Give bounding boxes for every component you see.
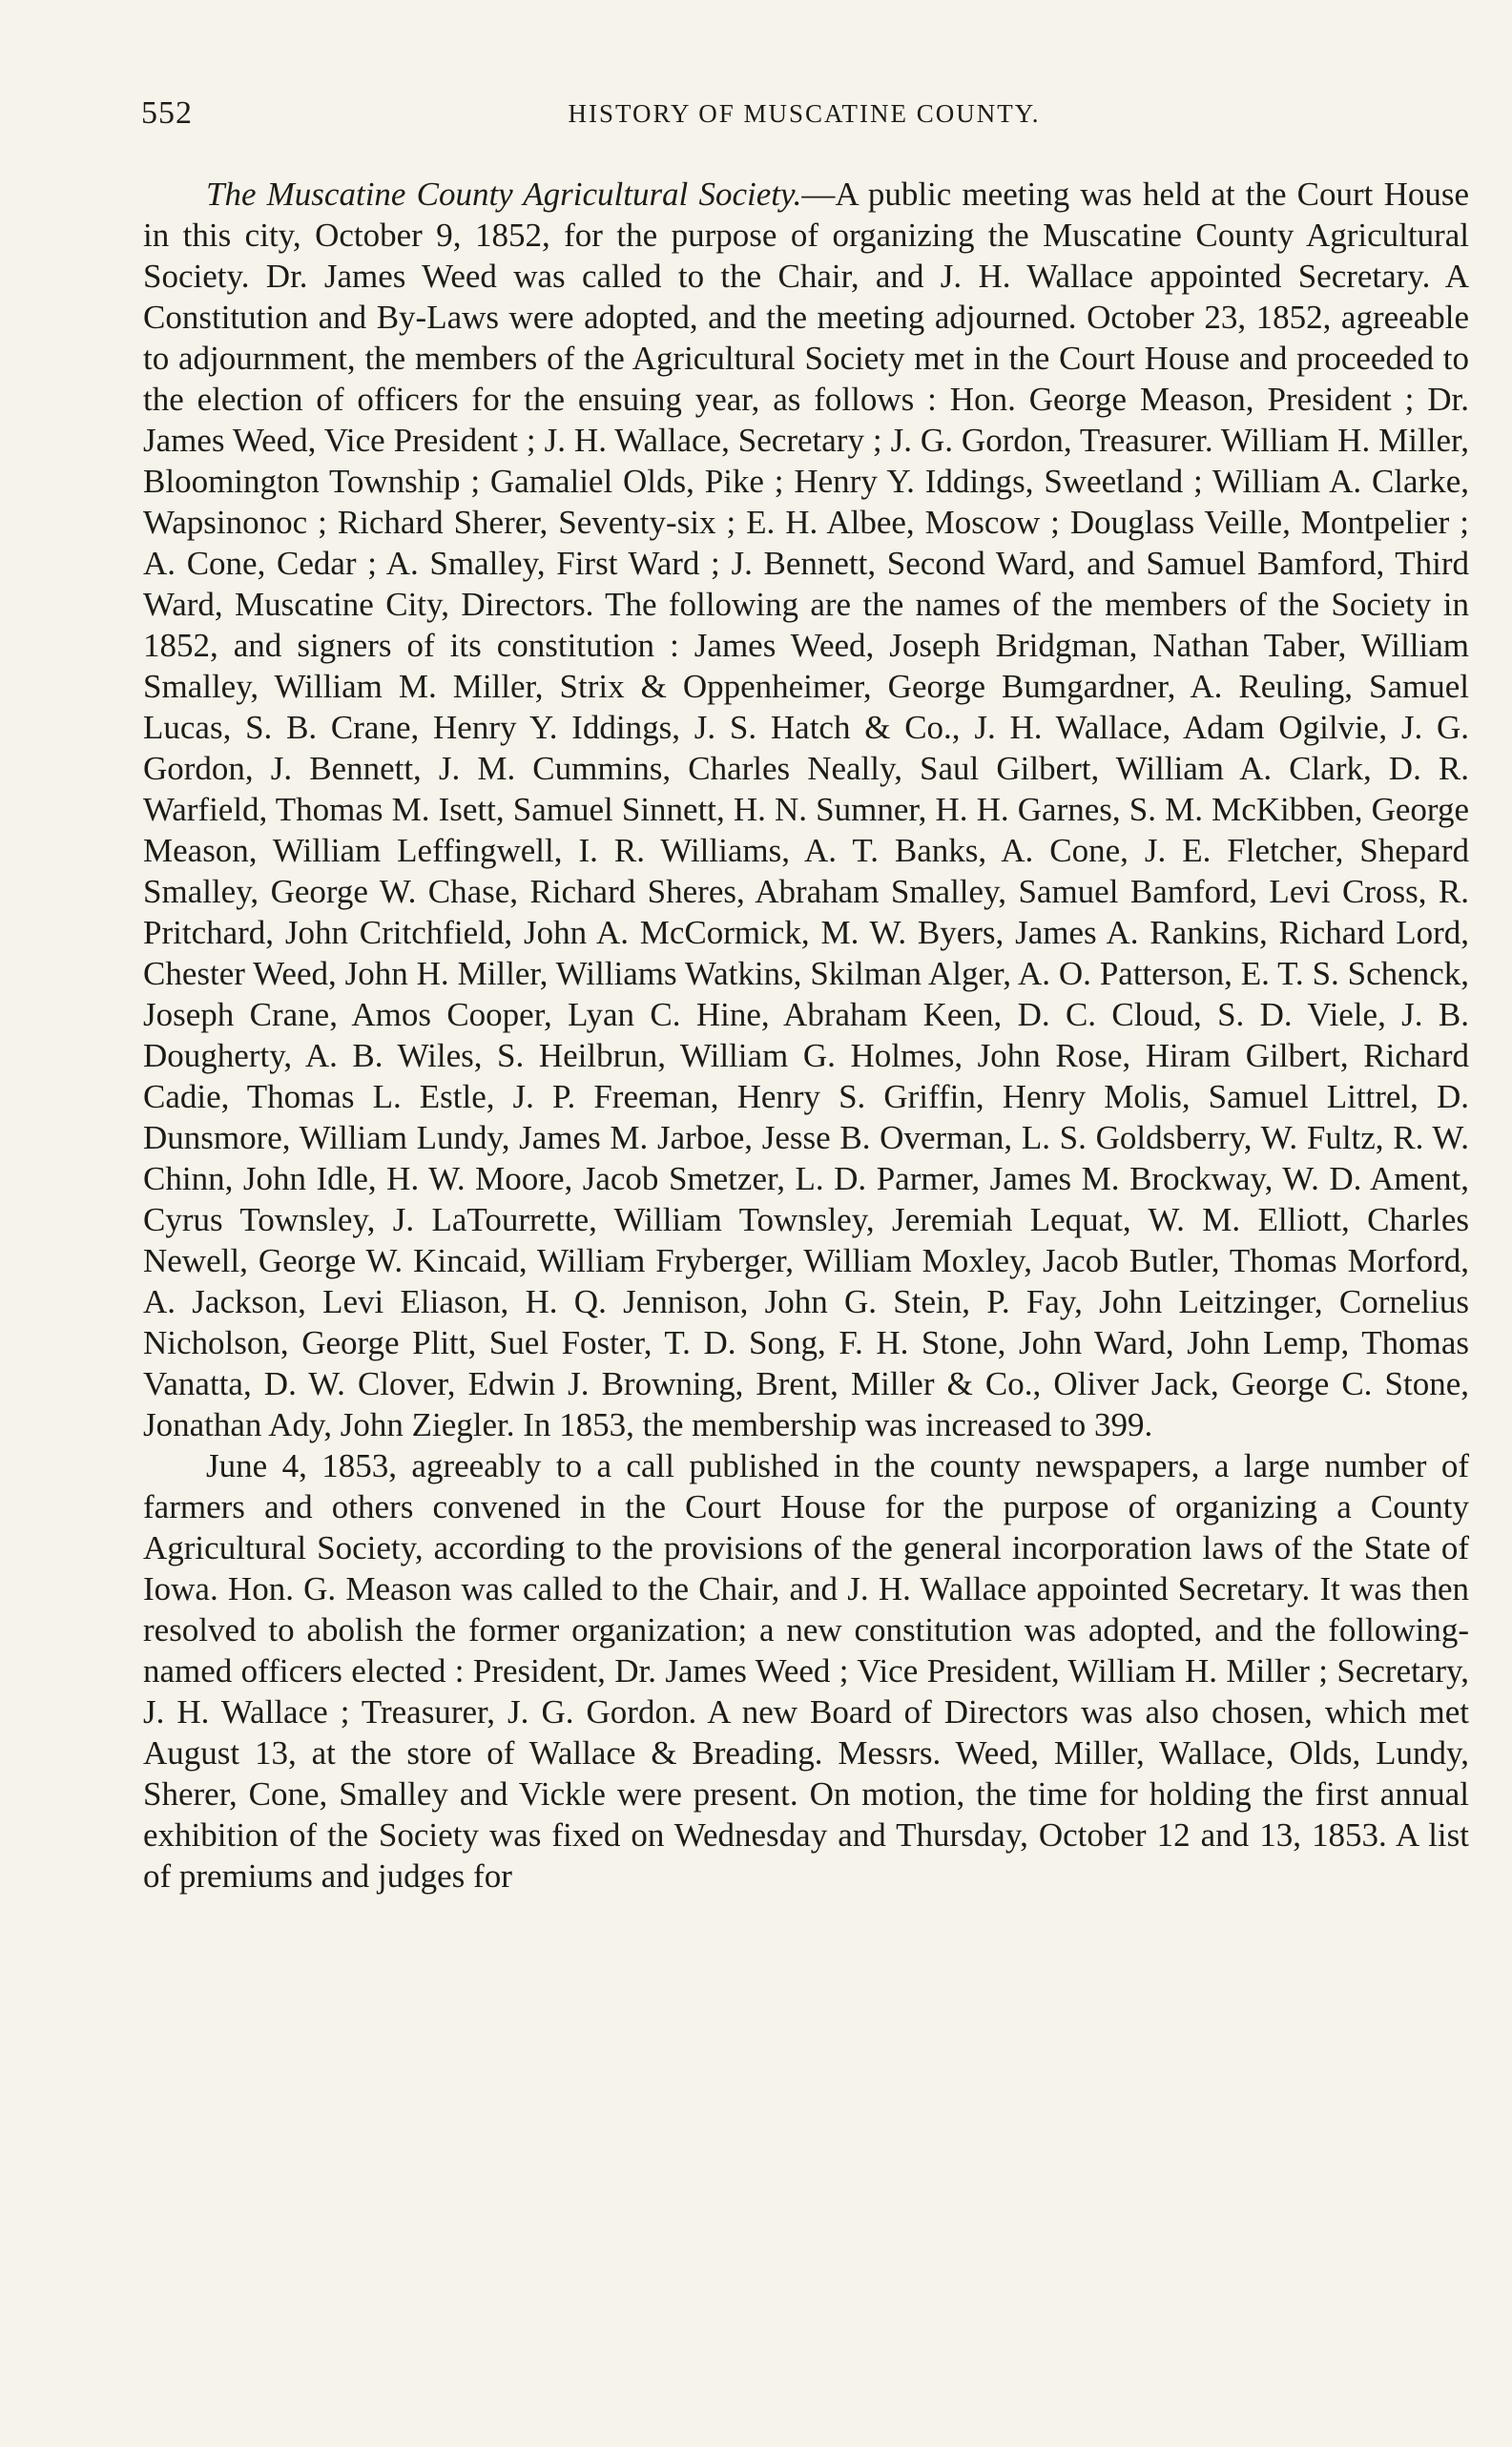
body-text	[143, 174, 1469, 1897]
running-title: HISTORY OF MUSCATINE COUNTY.	[568, 99, 1041, 128]
page-header	[141, 95, 1467, 141]
paragraph-1	[143, 174, 1469, 1445]
paragraph-2: June 4, 1853, agreeably to a call published in the county newspapers, a large number of farmers and others convened in the Court House for the purpose of organizing a County Agricultural Society, according to the provisions of the general incorporation laws of the State of Iowa. Hon. G. Meason was called to the Chair, and J. H. Wallace appointed Secretary. It was then resolved to abolish the former organization; a new constitution was adopted, and the following-named officers elected : President, Dr. James Weed ; Vice President, William H. Miller ; Secretary, J. H. Wallace ; Treasurer, J. G. Gordon. A new Board of Directors was also chosen, which met August 13, at the store of Wallace & Breading. Messrs. Weed, Miller, Wallace, Olds, Lundy, Sherer, Cone, Smalley and Vickle were present. On motion, the time for holding the first annual exhibition of the Society was fixed on Wednesday and Thursday, October 12 and 13, 1853. A list of premiums and judges for	[143, 1447, 1469, 1895]
paragraph-1-text: —A public meeting was held at the Court House in this city, October 9, 1852, for the purpose of organizing the Muscatine County Agricultural Society. Dr. James Weed was called to the Chair, and J. H. Wallace appointed Secretary. A Constitution and By-Laws were adopted, and the meeting adjourned. October 23, 1852, agreeable to adjournment, the members of the Agricultural Society met in the Court House and proceeded to the election of officers for the ensuing year, as follows : Hon. George Meason, President ; Dr. James Weed, Vice President ; J. H. Wallace, Secretary ; J. G. Gordon, Treasurer. William H. Miller, Bloomington Township ; Gamaliel Olds, Pike ; Henry Y. Iddings, Sweetland ; William A. Clarke, Wapsinonoc ; Richard Sherer, Seventy-six ; E. H. Albee, Moscow ; Douglass Veille, Montpelier ; A. Cone, Cedar ; A. Smalley, First Ward ; J. Bennett, Second Ward, and Samuel Bamford, Third Ward, Muscatine City, Directors. The following are the names of the members of the Society in 1852, and signers of its constitution : James Weed, Joseph Bridgman, Nathan Taber, William Smalley, William M. Miller, Strix & Oppenheimer, George Bumgardner, A. Reuling, Samuel Lucas, S. B. Crane, Henry Y. Iddings, J. S. Hatch & Co., J. H. Wallace, Adam Ogilvie, J. G. Gordon, J. Bennett, J. M. Cummins, Charles Neally, Saul Gilbert, William A. Clark, D. R. Warfield, Thomas M. Isett, Samuel Sinnett, H. N. Sumner, H. H. Garnes, S. M. McKibben, George Meason, William Leffingwell, I. R. Williams, A. T. Banks, A. Cone, J. E. Fletcher, Shepard Smalley, George W. Chase, Richard Sheres, Abraham Smalley, Samuel Bamford, Levi Cross, R. Pritchard, John Critchfield, John A. McCormick, M. W. Byers, James A. Rankins, Richard Lord, Chester Weed, John H. Miller, Williams Watkins, Skilman Alger, A. O. Patterson, E. T. S. Schenck, Joseph Crane, Amos Cooper, Lyan C. Hine, Abraham Keen, D. C. Cloud, S. D. Viele, J. B. Dougherty, A. B. Wiles, S. Heilbrun, William G. Holmes, John Rose, Hiram Gilbert, Richard Cadie, Thomas L. Estle, J. P. Freeman, Henry S. Griffin, Henry Molis, Samuel Littrel, D. Dunsmore, William Lundy, James M. Jarboe, Jesse B. Overman, L. S. Goldsberry, W. Fultz, R. W. Chinn, John Idle, H. W. Moore, Jacob Smetzer, L. D. Parmer, James M. Brockway, W. D. Ament, Cyrus Townsley, J. LaTourrette, William Townsley, Jeremiah Lequat, W. M. Elliott, Charles Newell, George W. Kincaid, William Fryberger, William Moxley, Jacob Butler, Thomas Morford, A. Jackson, Levi Eliason, H. Q. Jennison, John G. Stein, P. Fay, John Leitzinger, Cornelius Nicholson, George Plitt, Suel Foster, T. D. Song, F. H. Stone, John Ward, John Lemp, Thomas Vanatta, D. W. Clover, Edwin J. Browning, Brent, Miller & Co., Oliver Jack, George C. Stone, Jonathan Ady, John Ziegler. In 1853, the membership was increased to 399.	[143, 176, 1469, 1443]
section-title: The Muscatine County Agricultural Society.	[206, 176, 802, 213]
page-number: 552	[141, 95, 193, 131]
